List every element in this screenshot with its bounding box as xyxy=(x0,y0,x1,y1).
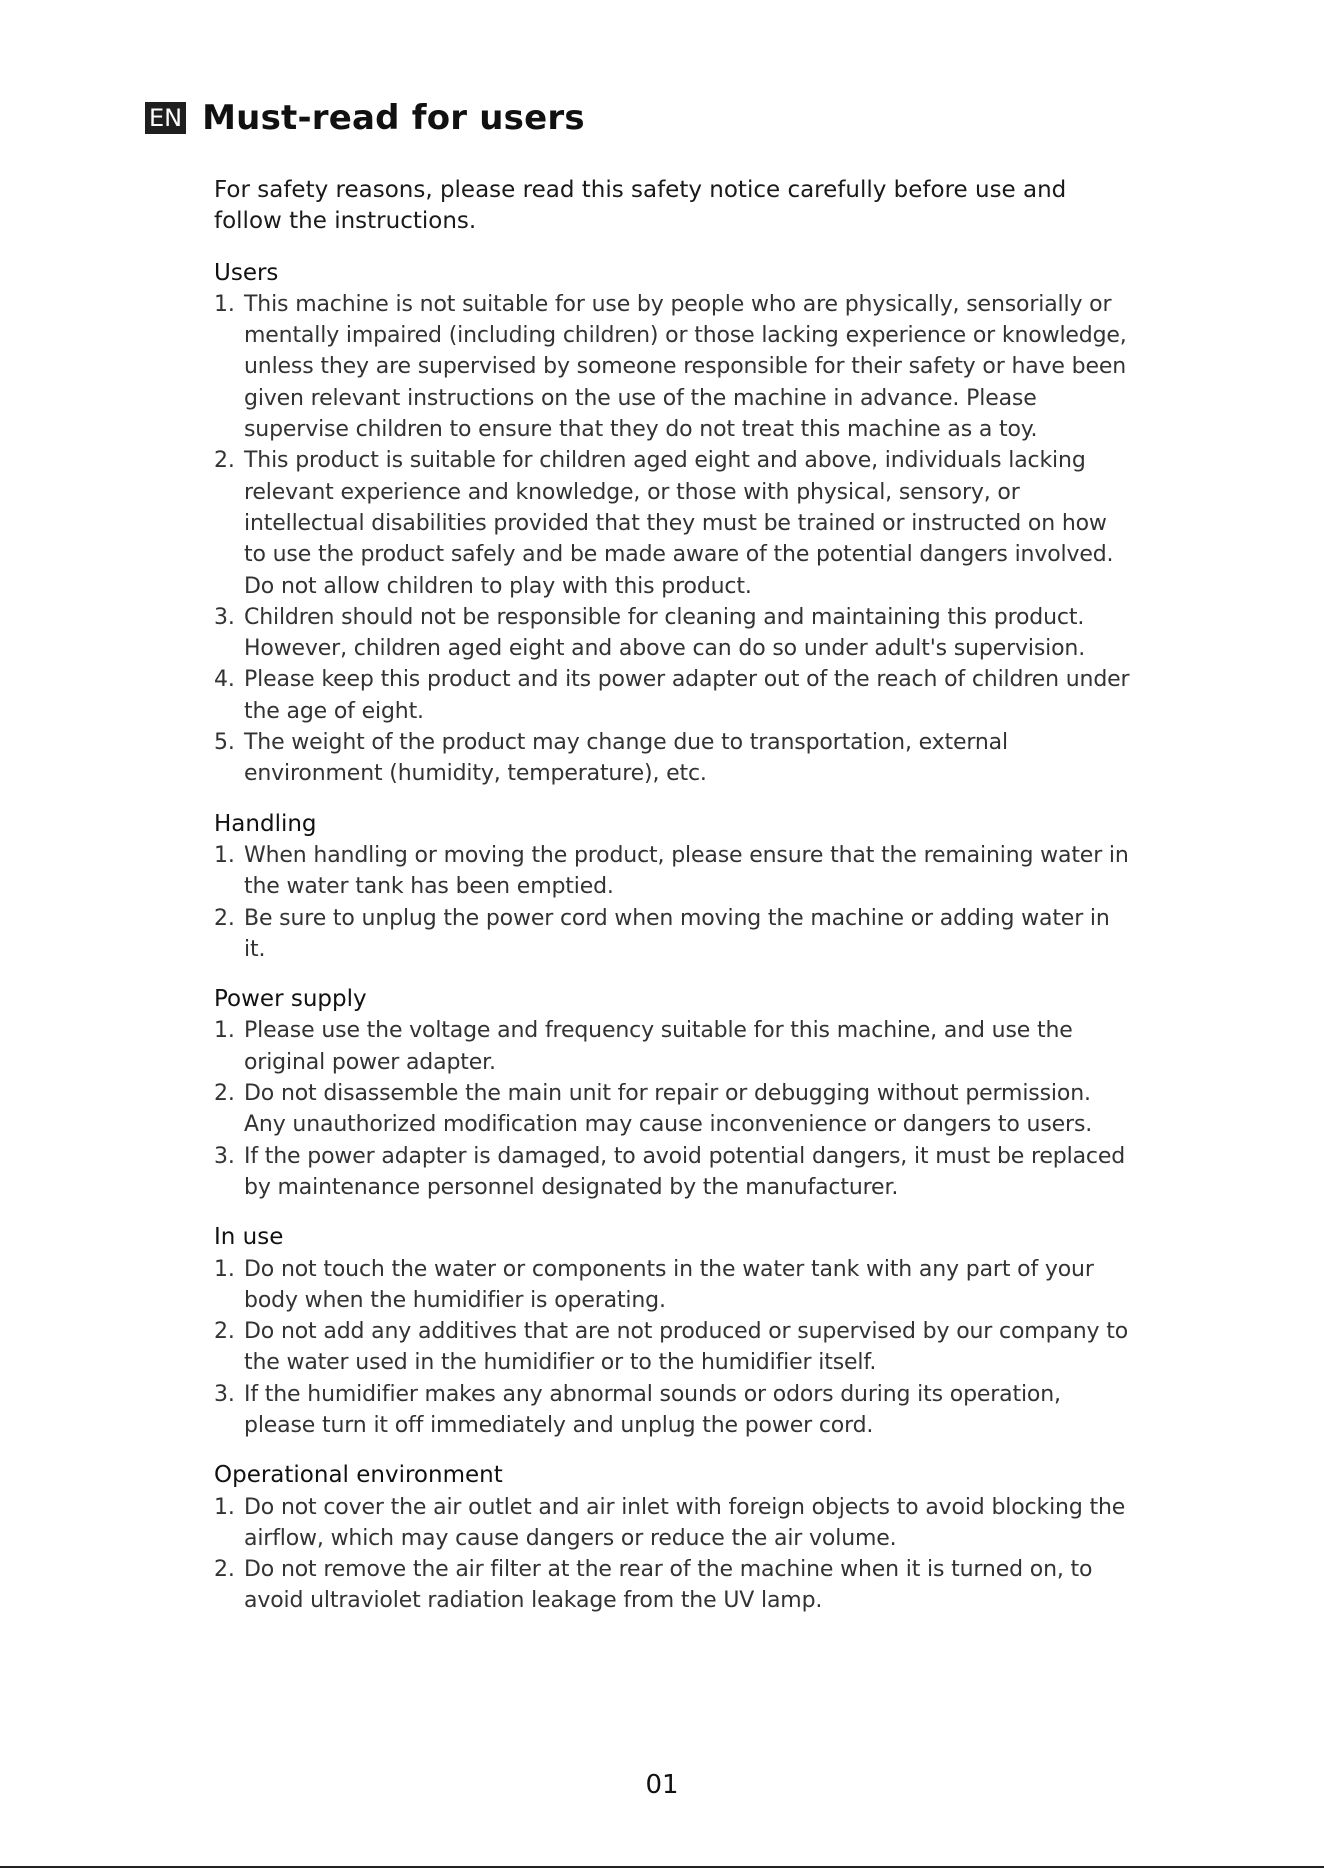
document-body xyxy=(214,175,1134,1636)
item-list xyxy=(214,1015,1134,1203)
list-item xyxy=(214,727,1134,790)
item-text: Please keep this product and its power adapter out of the reach of children under the age of eight. xyxy=(244,667,1130,724)
item-number: 1. xyxy=(214,1494,235,1520)
list-item xyxy=(214,1379,1134,1442)
list-item xyxy=(214,1554,1134,1617)
page-title: Must-read for users xyxy=(202,98,585,138)
list-item xyxy=(214,602,1134,665)
item-number: 3. xyxy=(214,1381,235,1407)
item-text: This machine is not suitable for use by people who are physically, sensorially or mentally impaired (including children) or those lacking experience or knowledge, unless they are supervised by someone responsible for their safety or have been given relevant instructions on the use of the machine in advance. Please supervise children to ensure that they do not treat this machine as a toy. xyxy=(244,291,1127,443)
section-heading: In use xyxy=(214,1224,284,1251)
list-item xyxy=(214,903,1134,966)
item-list xyxy=(214,289,1134,790)
item-text: This product is suitable for children aged eight and above, individuals lacking relevant experience and knowledge, or those with physical, sensory, or intellectual disabilities provided that they must be trained or instructed on how to use the product safely and be made aware of the potential dangers involved. Do not allow children to play with this product. xyxy=(244,448,1114,599)
item-text: Please use the voltage and frequency suitable for this machine, and use the original power adapter. xyxy=(244,1018,1073,1075)
item-text: Do not touch the water or components in the water tank with any part of your body when the humidifier is operating. xyxy=(244,1256,1094,1313)
item-number: 2. xyxy=(214,448,235,474)
list-item xyxy=(214,1078,1134,1141)
item-list xyxy=(214,840,1134,965)
bottom-divider xyxy=(0,1866,1324,1868)
section-handling xyxy=(214,809,1134,965)
section-users xyxy=(214,258,1134,790)
section-heading: Operational environment xyxy=(214,1462,503,1489)
item-text: Do not disassemble the main unit for repair or debugging without permission. Any unauthorized modification may cause inconvenience or dangers to users. xyxy=(244,1081,1093,1138)
section-heading: Handling xyxy=(214,810,317,837)
item-number: 2. xyxy=(214,1319,235,1345)
item-list xyxy=(214,1254,1134,1442)
list-item xyxy=(214,1015,1134,1078)
item-number: 3. xyxy=(214,604,235,630)
item-text: Do not cover the air outlet and air inlet with foreign objects to avoid blocking the airflow, which may cause dangers or reduce the air volume. xyxy=(244,1494,1126,1551)
intro-paragraph: For safety reasons, please read this safety notice carefully before use and follow the instructions. xyxy=(214,177,1067,235)
section-heading: Users xyxy=(214,259,279,286)
item-text: Children should not be responsible for cleaning and maintaining this product. However, children aged eight and above can do so under adult's supervision. xyxy=(244,604,1086,662)
section-power-supply xyxy=(214,984,1134,1203)
item-text: If the power adapter is damaged, to avoid potential dangers, it must be replaced by maintenance personnel designated by the manufacturer. xyxy=(244,1143,1126,1200)
item-text: Do not add any additives that are not produced or supervised by our company to the water used in the humidifier or to the humidifier itself. xyxy=(244,1319,1129,1376)
list-item xyxy=(214,840,1134,903)
item-text: Be sure to unplug the power cord when moving the machine or adding water in it. xyxy=(244,905,1110,962)
item-number: 1. xyxy=(214,291,235,317)
section-in-use xyxy=(214,1222,1134,1441)
list-item xyxy=(214,1492,1134,1555)
item-number: 2. xyxy=(214,905,235,931)
item-number: 3. xyxy=(214,1143,235,1169)
section-operational-environment xyxy=(214,1460,1134,1616)
list-item xyxy=(214,664,1134,727)
item-number: 2. xyxy=(214,1557,235,1583)
list-item xyxy=(214,1141,1134,1204)
item-number: 5. xyxy=(214,730,235,756)
list-item xyxy=(214,289,1134,445)
item-text: If the humidifier makes any abnormal sounds or odors during its operation, please turn it off immediately and unplug the power cord. xyxy=(244,1381,1061,1438)
list-item xyxy=(214,445,1134,601)
item-number: 1. xyxy=(214,1256,235,1282)
item-number: 2. xyxy=(214,1081,235,1107)
item-number: 1. xyxy=(214,1018,235,1044)
section-heading: Power supply xyxy=(214,986,367,1013)
list-item xyxy=(214,1316,1134,1379)
item-list xyxy=(214,1492,1134,1617)
item-number: 4. xyxy=(214,667,235,693)
item-text: When handling or moving the product, please ensure that the remaining water in the water tank has been emptied. xyxy=(244,842,1129,900)
language-badge: EN xyxy=(145,102,186,134)
list-item xyxy=(214,1254,1134,1317)
page-number: 01 xyxy=(645,1770,679,1800)
item-number: 1. xyxy=(214,842,235,868)
item-text: The weight of the product may change due to transportation, external environment (humidity, temperature), etc. xyxy=(244,730,1008,787)
page-header xyxy=(145,96,585,140)
item-text: Do not remove the air filter at the rear of the machine when it is turned on, to avoid ultraviolet radiation leakage from the UV lamp. xyxy=(244,1557,1093,1614)
